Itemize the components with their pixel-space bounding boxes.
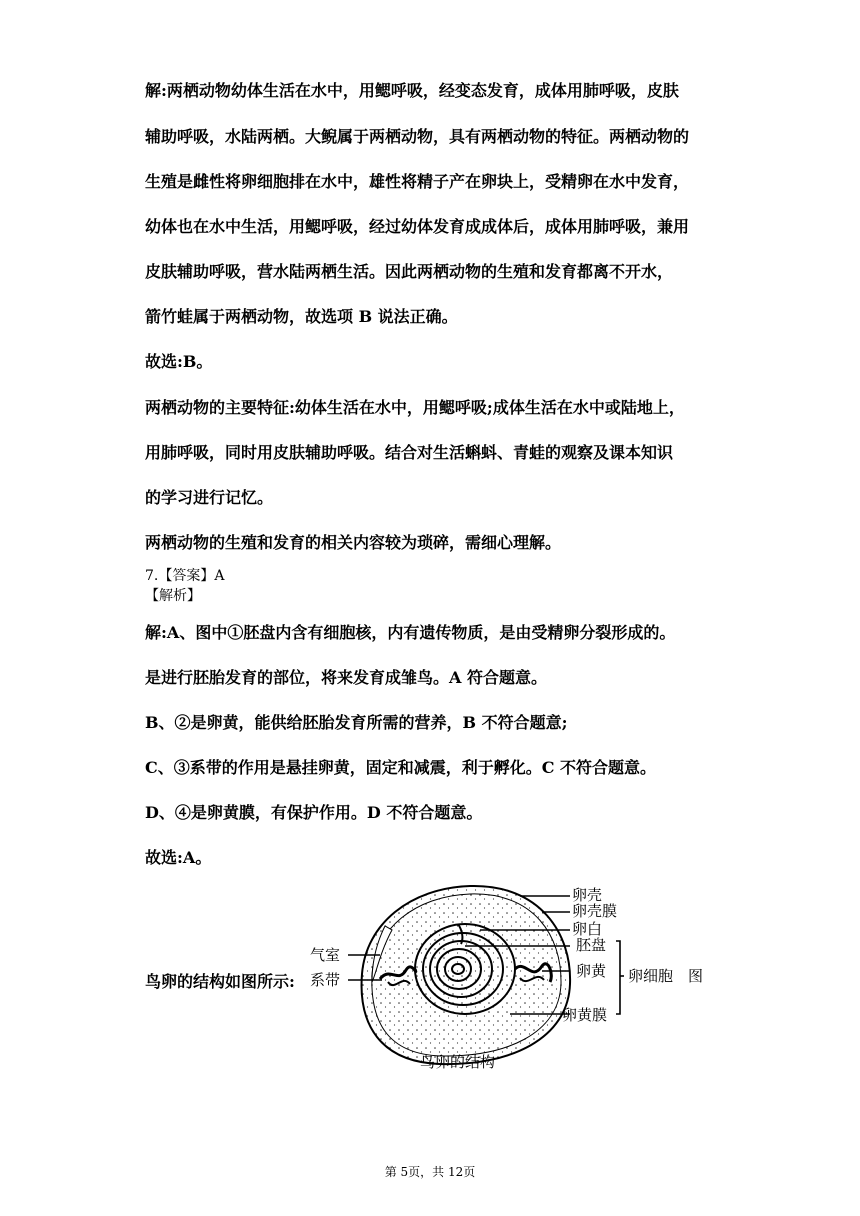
label-yolk-membrane: 卵黄膜	[562, 1006, 608, 1024]
label-egg-cell: 卵细胞	[628, 967, 674, 985]
label-blastodisc: 胚盘	[576, 936, 607, 954]
bird-egg-diagram	[280, 874, 720, 1084]
text-line: 两栖动物的主要特征:幼体生活在水中，用鳃呼吸;成体生活在水中或陆地上，	[145, 398, 685, 417]
text-line: 用肺呼吸，同时用皮肤辅助呼吸。结合对生活蝌蚪、青蛙的观察及课本知识	[145, 443, 674, 462]
label-tail: 图	[688, 967, 704, 985]
text-line: 皮肤辅助呼吸，营水陆两栖生活。因此两栖动物的生殖和发育都离不开水，	[145, 262, 674, 281]
text-line: 解:两栖动物幼体生活在水中，用鳃呼吸，经变态发育，成体用肺呼吸，皮肤	[145, 81, 679, 100]
label-albumen: 卵白	[572, 920, 603, 938]
text-line: C、③系带的作用是悬挂卵黄，固定和减震，利于孵化。C 不符合题意。	[145, 758, 657, 777]
figure-caption-prefix: 鸟卵的结构如图所示:	[145, 972, 295, 991]
text-line: 幼体也在水中生活，用鳃呼吸，经过幼体发育成成体后，成体用肺呼吸，兼用	[145, 217, 690, 236]
text-line: 生殖是雌性将卵细胞排在水中，雄性将精子产在卵块上，受精卵在水中发育，	[145, 172, 690, 191]
text-line: 的学习进行记忆。	[145, 488, 274, 507]
text-line: 箭竹蛙属于两栖动物，故选项 B 说法正确。	[145, 307, 458, 326]
figure-title: 鸟卵的结构	[420, 1053, 496, 1071]
text-line: 两栖动物的生殖和发育的相关内容较为琐碎，需细心理解。	[145, 533, 562, 552]
text-line: 解:A、图中①胚盘内含有细胞核，内有遗传物质，是由受精卵分裂形成的。	[145, 623, 676, 642]
label-eggshell: 卵壳	[572, 886, 603, 904]
text-line: 故选:B。	[145, 352, 213, 371]
analysis-heading: 【解析】	[145, 588, 201, 604]
label-shell-membrane: 卵壳膜	[572, 902, 618, 920]
text-line: B、②是卵黄，能供给胚胎发育所需的营养，B 不符合题意;	[145, 713, 568, 732]
label-air-cell: 气室	[310, 946, 341, 964]
text-line: 辅助呼吸，水陆两栖。大鲵属于两栖动物，具有两栖动物的特征。两栖动物的	[145, 127, 690, 146]
answer-heading: 7.【答案】A	[145, 568, 225, 584]
text-line: D、④是卵黄膜，有保护作用。D 不符合题意。	[145, 803, 483, 822]
text-line: 故选:A。	[145, 848, 212, 867]
brackets	[616, 941, 624, 1014]
page-footer: 第 5页，共 12页	[384, 1165, 476, 1179]
label-chalaza: 系带	[310, 971, 341, 989]
label-yolk: 卵黄	[576, 962, 607, 980]
text-line: 是进行胚胎发育的部位，将来发育成雏鸟。A 符合题意。	[145, 668, 547, 687]
